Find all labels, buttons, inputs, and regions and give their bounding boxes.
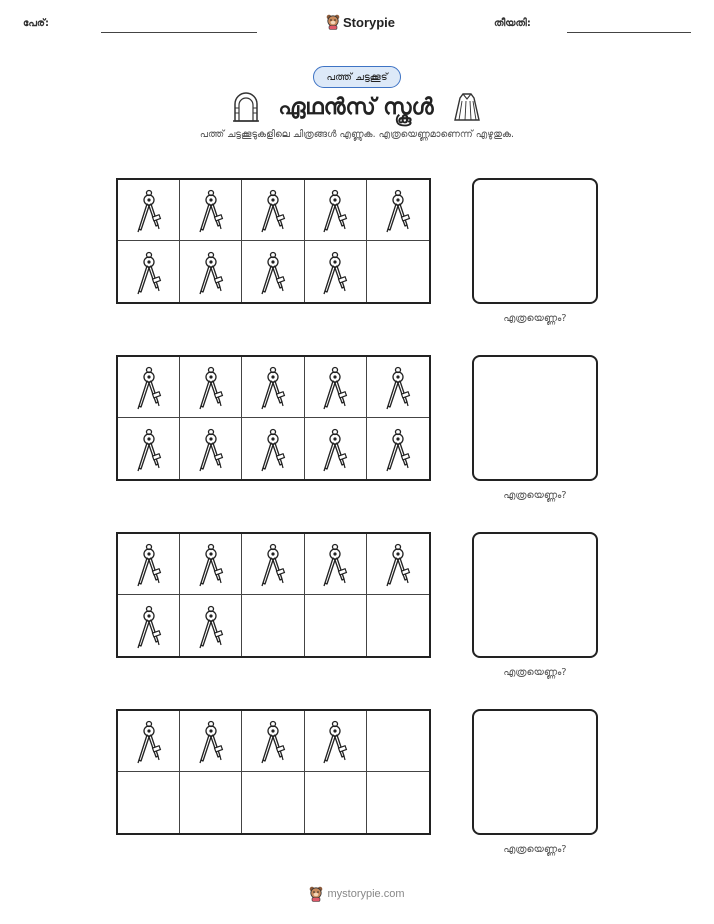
answer-box[interactable]: [472, 709, 598, 835]
toga-robe-icon: [452, 92, 482, 122]
ten-frame-cell: [242, 772, 304, 833]
answer-box[interactable]: [472, 355, 598, 481]
ten-frame-cell: [367, 357, 429, 418]
drafting-compass-icon: [134, 603, 164, 649]
ten-frame-cell: [180, 534, 242, 595]
drafting-compass-icon: [320, 718, 350, 764]
ten-frame-cell: [305, 711, 367, 772]
ten-frame-cell: [305, 418, 367, 479]
ten-frame-cell: [242, 534, 304, 595]
ten-frame-cell: [118, 711, 180, 772]
ten-frame-cell: [242, 357, 304, 418]
drafting-compass-icon: [258, 426, 288, 472]
page-title: ഏഥൻസ് സ്കൂൾ: [278, 94, 434, 120]
drafting-compass-icon: [134, 249, 164, 295]
how-many-label: എത്രയെണ്ണം?: [503, 667, 567, 678]
name-label: പേര്:: [23, 18, 49, 29]
ten-frame-cell: [118, 357, 180, 418]
ten-frame-cell: [180, 595, 242, 656]
ten-frame-cell: [242, 418, 304, 479]
ten-frame: [116, 355, 431, 481]
ten-frame-cell: [118, 241, 180, 302]
ten-frame-cell: [242, 711, 304, 772]
name-line: [101, 32, 257, 33]
ten-frame-cell: [305, 241, 367, 302]
drafting-compass-icon: [134, 541, 164, 587]
ten-frame-cell: [180, 357, 242, 418]
ten-frame-cell: [367, 772, 429, 833]
how-many-label: എത്രയെണ്ണം?: [503, 313, 567, 324]
ten-frame-cell: [118, 534, 180, 595]
drafting-compass-icon: [258, 541, 288, 587]
drafting-compass-icon: [383, 541, 413, 587]
ten-frame: [116, 709, 431, 835]
ten-frame-cell: [118, 180, 180, 241]
drafting-compass-icon: [134, 364, 164, 410]
bear-mascot-icon: [309, 886, 323, 902]
footer-url: mystorypie.com: [327, 888, 405, 900]
how-many-label: എത്രയെണ്ണം?: [503, 844, 567, 855]
drafting-compass-icon: [383, 426, 413, 472]
drafting-compass-icon: [196, 541, 226, 587]
topic-badge: പത്ത് ചട്ടക്കൂട്: [313, 66, 401, 88]
drafting-compass-icon: [196, 603, 226, 649]
ten-frame-cell: [180, 241, 242, 302]
drafting-compass-icon: [258, 187, 288, 233]
drafting-compass-icon: [196, 426, 226, 472]
ten-frame-cell: [180, 418, 242, 479]
drafting-compass-icon: [196, 187, 226, 233]
drafting-compass-icon: [258, 718, 288, 764]
drafting-compass-icon: [258, 364, 288, 410]
ten-frame-cell: [367, 418, 429, 479]
ten-frame-cell: [242, 241, 304, 302]
ten-frame-cell: [242, 595, 304, 656]
ten-frame-cell: [242, 180, 304, 241]
ten-frame-cell: [180, 180, 242, 241]
ten-frame-cell: [305, 534, 367, 595]
drafting-compass-icon: [196, 364, 226, 410]
how-many-label: എത്രയെണ്ണം?: [503, 490, 567, 501]
drafting-compass-icon: [134, 187, 164, 233]
drafting-compass-icon: [196, 249, 226, 295]
ten-frame: [116, 532, 431, 658]
brand-logo: [326, 14, 395, 30]
answer-box[interactable]: [472, 532, 598, 658]
ten-frame-cell: [118, 418, 180, 479]
drafting-compass-icon: [320, 249, 350, 295]
drafting-compass-icon: [258, 249, 288, 295]
drafting-compass-icon: [134, 718, 164, 764]
date-line: [567, 32, 691, 33]
drafting-compass-icon: [196, 718, 226, 764]
arched-doorway-icon: [232, 92, 260, 122]
ten-frame-cell: [180, 772, 242, 833]
ten-frame-cell: [367, 711, 429, 772]
footer: [0, 886, 714, 902]
ten-frame-cell: [367, 241, 429, 302]
ten-frame-cell: [305, 180, 367, 241]
drafting-compass-icon: [383, 364, 413, 410]
instructions: പത്ത് ചട്ടക്കൂടുകളിലെ ചിത്രങ്ങൾ എണ്ണുക. എത്രയെണ്ണമാണെന്ന് എഴുതുക.: [199, 129, 515, 140]
ten-frame: [116, 178, 431, 304]
ten-frame-cell: [367, 595, 429, 656]
drafting-compass-icon: [320, 541, 350, 587]
drafting-compass-icon: [134, 426, 164, 472]
title-row: [0, 92, 714, 122]
ten-frame-cell: [367, 534, 429, 595]
brand-name: Storypie: [343, 14, 396, 30]
ten-frame-cell: [118, 772, 180, 833]
ten-frame-cell: [180, 711, 242, 772]
ten-frame-cell: [305, 357, 367, 418]
drafting-compass-icon: [320, 187, 350, 233]
answer-box[interactable]: [472, 178, 598, 304]
ten-frame-cell: [305, 772, 367, 833]
ten-frame-cell: [118, 595, 180, 656]
date-label: തീയതി:: [494, 18, 531, 29]
drafting-compass-icon: [383, 187, 413, 233]
drafting-compass-icon: [320, 364, 350, 410]
drafting-compass-icon: [320, 426, 350, 472]
ten-frame-cell: [367, 180, 429, 241]
ten-frame-cell: [305, 595, 367, 656]
bear-mascot-icon: [326, 14, 340, 30]
